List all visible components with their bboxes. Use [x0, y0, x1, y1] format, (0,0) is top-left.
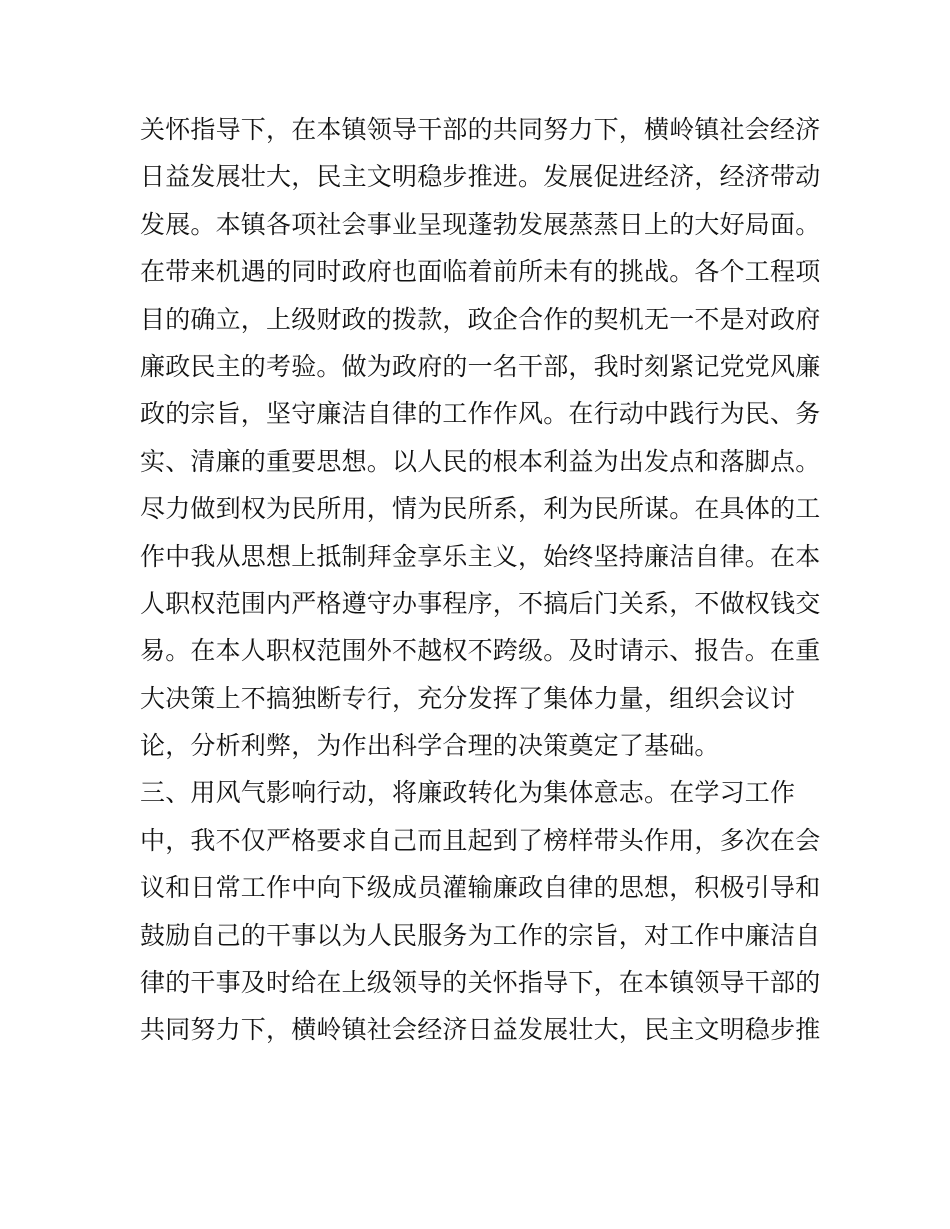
text-line: 实、清廉的重要思想。以人民的根本利益为出发点和落脚点。	[140, 446, 820, 476]
section-heading-line: 三、用风气影响行动，将廉政转化为集体意志。在学习工作	[140, 778, 796, 808]
text-line: 大决策上不搞独断专行，充分发挥了集体力量，组织会议讨	[140, 683, 796, 713]
text-line: 共同努力下，横岭镇社会经济日益发展壮大，民主文明稳步推	[140, 1015, 820, 1045]
text-line: 人职权范围内严格遵守办事程序，不搞后门关系，不做权钱交	[140, 588, 820, 618]
text-line: 廉政民主的考验。做为政府的一名干部，我时刻紧记党党风廉	[140, 351, 820, 381]
text-line: 发展。本镇各项社会事业呈现蓬勃发展蒸蒸日上的大好局面。	[140, 209, 820, 239]
text-line: 政的宗旨，坚守廉洁自律的工作作风。在行动中践行为民、务	[140, 399, 820, 429]
text-line: 论，分析利弊，为作出科学合理的决策奠定了基础。	[140, 731, 720, 761]
text-line: 关怀指导下，在本镇领导干部的共同努力下，横岭镇社会经济	[140, 115, 820, 144]
text-line: 目的确立，上级财政的拨款，政企合作的契机无一不是对政府	[140, 304, 820, 334]
text-line: 作中我从思想上抵制拜金享乐主义，始终坚持廉洁自律。在本	[140, 541, 820, 571]
text-line: 中，我不仅严格要求自己而且起到了榜样带头作用，多次在会	[140, 825, 820, 855]
text-line: 日益发展壮大，民主文明稳步推进。发展促进经济，经济带动	[140, 162, 820, 192]
text-line: 易。在本人职权范围外不越权不跨级。及时请示、报告。在重	[140, 636, 820, 666]
body-text	[140, 106, 820, 1054]
text-line: 鼓励自己的干事以为人民服务为工作的宗旨，对工作中廉洁自	[140, 920, 820, 950]
text-line: 律的干事及时给在上级领导的关怀指导下，在本镇领导干部的	[140, 968, 820, 998]
text-line: 议和日常工作中向下级成员灌输廉政自律的思想，积极引导和	[140, 873, 820, 903]
text-line: 在带来机遇的同时政府也面临着前所未有的挑战。各个工程项	[140, 257, 820, 287]
text-line: 尽力做到权为民所用，情为民所系，利为民所谋。在具体的工	[140, 494, 820, 524]
